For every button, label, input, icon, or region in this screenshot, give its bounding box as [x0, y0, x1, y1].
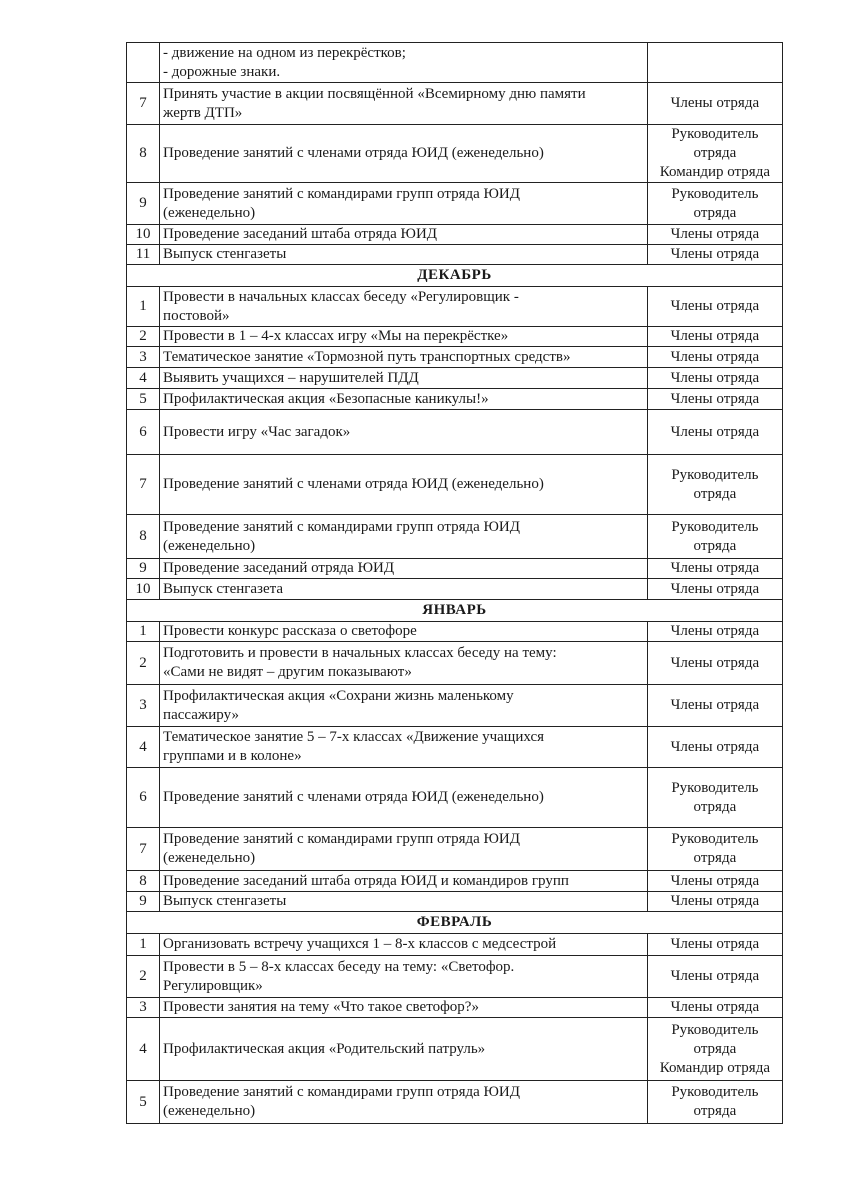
task-text-line: - движение на одном из перекрёстков; — [163, 44, 406, 61]
row-number: 7 — [127, 455, 160, 515]
month-title: ЯНВАРЬ — [127, 600, 783, 622]
month-header-row — [127, 600, 783, 622]
task-cell — [160, 368, 648, 389]
responsible-text-line: Члены отряда — [670, 348, 760, 365]
row-number: 9 — [127, 892, 160, 912]
responsible-text-line: Члены отряда — [670, 738, 760, 755]
task-text-line: Провести игру «Час загадок» — [163, 423, 351, 440]
row-number: 6 — [127, 410, 160, 455]
responsible-cell — [647, 43, 782, 83]
task-text-line: Проведение заседаний штаба отряда ЮИД — [163, 226, 438, 242]
row-number: 1 — [127, 287, 160, 327]
row-number: 4 — [127, 727, 160, 768]
row-number: 7 — [127, 828, 160, 871]
task-cell — [160, 327, 648, 347]
table-row — [127, 871, 783, 892]
responsible-cell — [647, 685, 782, 727]
task-text-line: Проведение занятий с членами отряда ЮИД (еженедельно) — [163, 145, 544, 161]
responsible-text-line: Члены отряда — [670, 623, 760, 639]
table-row — [127, 368, 783, 389]
responsible-cell — [647, 871, 782, 892]
task-text-line: Проведение занятий с командирами групп отряда ЮИД — [163, 831, 520, 847]
task-cell — [160, 934, 648, 956]
responsible-text-line: Руководитель — [671, 1084, 759, 1100]
task-text-line: группами и в колоне» — [163, 748, 302, 764]
row-number: 2 — [127, 327, 160, 347]
table-row — [127, 347, 783, 368]
responsible-text-line: Руководитель — [671, 466, 759, 483]
responsible-cell — [647, 389, 782, 410]
responsible-cell — [647, 579, 782, 600]
task-cell — [160, 1018, 648, 1081]
table-row — [127, 225, 783, 245]
table-row — [127, 998, 783, 1018]
responsible-text-line: Руководитель — [671, 779, 759, 796]
task-cell — [160, 410, 648, 455]
task-text-line: (еженедельно) — [163, 204, 256, 221]
task-cell — [160, 225, 648, 245]
responsible-text-line: Члены отряда — [670, 999, 760, 1015]
table-row — [127, 727, 783, 768]
row-number — [127, 43, 160, 83]
responsible-text-line: Члены отряда — [670, 893, 760, 909]
row-number: 8 — [127, 515, 160, 559]
responsible-cell — [647, 559, 782, 579]
task-text-line: «Сами не видят – другим показывают» — [163, 664, 412, 680]
task-text-line: Профилактическая акция «Сохрани жизнь маленькому — [163, 687, 514, 704]
task-cell — [160, 892, 648, 912]
table-row — [127, 410, 783, 455]
responsible-text-line: Члены отряда — [670, 226, 760, 242]
row-number: 9 — [127, 183, 160, 225]
responsible-cell — [647, 225, 782, 245]
task-text-line: Профилактическая акция «Родительский патруль» — [163, 1040, 486, 1057]
task-cell — [160, 685, 648, 727]
task-cell — [160, 43, 648, 83]
task-text-line: Провести в 1 – 4-х классах игру «Мы на перекрёстке» — [163, 328, 509, 344]
table-row — [127, 579, 783, 600]
row-number: 6 — [127, 768, 160, 828]
table-row — [127, 125, 783, 183]
row-number: 2 — [127, 956, 160, 998]
task-text-line: Проведение занятий с членами отряда ЮИД (еженедельно) — [163, 789, 544, 805]
responsible-text-line: Руководитель — [671, 518, 759, 535]
responsible-cell — [647, 410, 782, 455]
table-row — [127, 245, 783, 265]
row-number: 3 — [127, 998, 160, 1018]
table-row — [127, 828, 783, 871]
task-text-line: (еженедельно) — [163, 537, 256, 554]
responsible-text-line: Командир отряда — [659, 1059, 770, 1076]
task-cell — [160, 579, 648, 600]
row-number: 1 — [127, 622, 160, 642]
task-cell — [160, 347, 648, 368]
table-row — [127, 1081, 783, 1124]
task-text-line: Провести в начальных классах беседу «Регулировщик - — [163, 288, 519, 305]
row-number: 3 — [127, 347, 160, 368]
task-cell — [160, 828, 648, 871]
table-row — [127, 389, 783, 410]
table-row — [127, 327, 783, 347]
month-title: ФЕВРАЛЬ — [127, 912, 783, 934]
responsible-text-line: Члены отряда — [670, 697, 760, 713]
task-text-line: Проведение занятий с командирами групп отряда ЮИД — [163, 518, 520, 535]
responsible-text-line: отряда — [693, 485, 737, 502]
responsible-text-line: отряда — [693, 145, 737, 161]
task-cell — [160, 559, 648, 579]
responsible-cell — [647, 327, 782, 347]
responsible-cell — [647, 892, 782, 912]
responsible-text-line: Члены отряда — [670, 580, 760, 597]
month-header-row — [127, 912, 783, 934]
responsible-cell — [647, 934, 782, 956]
responsible-cell — [647, 642, 782, 685]
task-text-line: Выявить учащихся – нарушителей ПДД — [163, 369, 419, 386]
task-text-line: Выпуск стенгазеты — [163, 246, 287, 262]
responsible-text-line: Члены отряда — [670, 328, 760, 344]
task-text-line: пассажиру» — [163, 706, 239, 723]
row-number: 11 — [127, 245, 160, 265]
row-number: 10 — [127, 579, 160, 600]
task-text-line: постовой» — [163, 307, 230, 324]
responsible-cell — [647, 245, 782, 265]
responsible-text-line: Руководитель — [671, 1021, 759, 1038]
task-text-line: Провести занятия на тему «Что такое светофор?» — [163, 999, 479, 1015]
table-row — [127, 956, 783, 998]
task-cell — [160, 245, 648, 265]
table-row — [127, 642, 783, 685]
task-cell — [160, 622, 648, 642]
responsible-cell — [647, 622, 782, 642]
row-number: 5 — [127, 1081, 160, 1124]
task-cell — [160, 956, 648, 998]
responsible-cell — [647, 828, 782, 871]
responsible-text-line: Члены отряда — [670, 369, 760, 386]
task-text-line: Подготовить и провести в начальных классах беседу на тему: — [163, 645, 557, 661]
task-text-line: Выпуск стенгазеты — [163, 893, 287, 909]
responsible-text-line: Члены отряда — [670, 95, 760, 111]
responsible-cell — [647, 998, 782, 1018]
responsible-text-line: Руководитель — [671, 831, 759, 847]
responsible-text-line: Члены отряда — [670, 246, 760, 262]
table-row — [127, 934, 783, 956]
task-text-line: Принять участие в акции посвящённой «Всемирному дню памяти — [163, 85, 586, 102]
responsible-cell — [647, 347, 782, 368]
row-number: 2 — [127, 642, 160, 685]
task-cell — [160, 455, 648, 515]
responsible-text-line: Члены отряда — [670, 423, 760, 440]
responsible-text-line: Члены отряда — [670, 936, 760, 952]
task-text-line: (еженедельно) — [163, 850, 256, 866]
table-row — [127, 183, 783, 225]
task-cell — [160, 998, 648, 1018]
responsible-text-line: Члены отряда — [670, 872, 760, 889]
task-cell — [160, 1081, 648, 1124]
task-cell — [160, 768, 648, 828]
task-text-line: - дорожные знаки. — [163, 63, 281, 80]
responsible-cell — [647, 287, 782, 327]
plan-table — [126, 42, 783, 1124]
task-cell — [160, 83, 648, 125]
task-text-line: Провести конкурс рассказа о светофоре — [163, 623, 417, 639]
task-text-line: Проведение занятий с командирами групп отряда ЮИД — [163, 1084, 520, 1100]
row-number: 10 — [127, 225, 160, 245]
month-title: ДЕКАБРЬ — [127, 265, 783, 287]
task-text-line: Проведение заседаний штаба отряда ЮИД и командиров групп — [163, 872, 569, 889]
table-row — [127, 559, 783, 579]
row-number: 8 — [127, 125, 160, 183]
responsible-text-line: Члены отряда — [670, 968, 760, 984]
responsible-text-line: Члены отряда — [670, 390, 760, 407]
responsible-text-line: Руководитель — [671, 185, 759, 202]
table-row — [127, 622, 783, 642]
responsible-text-line: Члены отряда — [670, 654, 760, 671]
row-number: 7 — [127, 83, 160, 125]
responsible-cell — [647, 183, 782, 225]
task-cell — [160, 287, 648, 327]
row-number: 4 — [127, 1018, 160, 1081]
task-text-line: Проведение занятий с членами отряда ЮИД (еженедельно) — [163, 476, 544, 492]
row-number: 8 — [127, 871, 160, 892]
table-row — [127, 287, 783, 327]
responsible-text-line: отряда — [693, 204, 737, 221]
responsible-text-line: отряда — [693, 798, 737, 815]
table-row — [127, 768, 783, 828]
table-row — [127, 515, 783, 559]
task-cell — [160, 642, 648, 685]
responsible-text-line: Члены отряда — [670, 298, 760, 314]
table-row — [127, 685, 783, 727]
task-cell — [160, 183, 648, 225]
task-cell — [160, 515, 648, 559]
row-number: 3 — [127, 685, 160, 727]
task-text-line: Тематическое занятие «Тормозной путь транспортных средств» — [163, 348, 571, 365]
responsible-cell — [647, 956, 782, 998]
task-text-line: Организовать встречу учащихся 1 – 8-х классов с медсестрой — [163, 936, 557, 952]
responsible-text-line: Командир отряда — [659, 164, 770, 180]
table-row — [127, 1018, 783, 1081]
task-cell — [160, 389, 648, 410]
responsible-text-line: Руководитель — [671, 126, 759, 142]
task-text-line: жертв ДТП» — [163, 104, 243, 121]
task-cell — [160, 727, 648, 768]
table-row — [127, 892, 783, 912]
task-text-line: Проведение занятий с командирами групп отряда ЮИД — [163, 185, 520, 202]
row-number: 9 — [127, 559, 160, 579]
responsible-text-line: отряда — [693, 1040, 737, 1057]
responsible-cell — [647, 455, 782, 515]
task-cell — [160, 125, 648, 183]
task-text-line: (еженедельно) — [163, 1103, 256, 1119]
responsible-text-line: отряда — [693, 537, 737, 554]
responsible-text-line: отряда — [693, 1103, 737, 1119]
month-header-row — [127, 265, 783, 287]
responsible-cell — [647, 515, 782, 559]
responsible-cell — [647, 368, 782, 389]
responsible-cell — [647, 125, 782, 183]
table-row — [127, 83, 783, 125]
task-text-line: Выпуск стенгазета — [163, 580, 284, 597]
task-text-line: Регулировщик» — [163, 977, 263, 994]
row-number: 1 — [127, 934, 160, 956]
responsible-cell — [647, 1018, 782, 1081]
row-number: 4 — [127, 368, 160, 389]
task-text-line: Тематическое занятие 5 – 7-х классах «Движение учащихся — [163, 729, 545, 745]
row-number: 5 — [127, 389, 160, 410]
task-cell — [160, 871, 648, 892]
responsible-text-line: отряда — [693, 850, 737, 866]
responsible-cell — [647, 727, 782, 768]
table-row — [127, 43, 783, 83]
responsible-text-line: Члены отряда — [670, 560, 760, 576]
responsible-cell — [647, 768, 782, 828]
responsible-cell — [647, 1081, 782, 1124]
task-text-line: Профилактическая акция «Безопасные каникулы!» — [163, 390, 489, 407]
task-text-line: Провести в 5 – 8-х классах беседу на тему: «Светофор. — [163, 958, 515, 975]
table-row — [127, 455, 783, 515]
task-text-line: Проведение заседаний отряда ЮИД — [163, 560, 395, 576]
responsible-cell — [647, 83, 782, 125]
plan-table-body — [127, 43, 783, 1124]
